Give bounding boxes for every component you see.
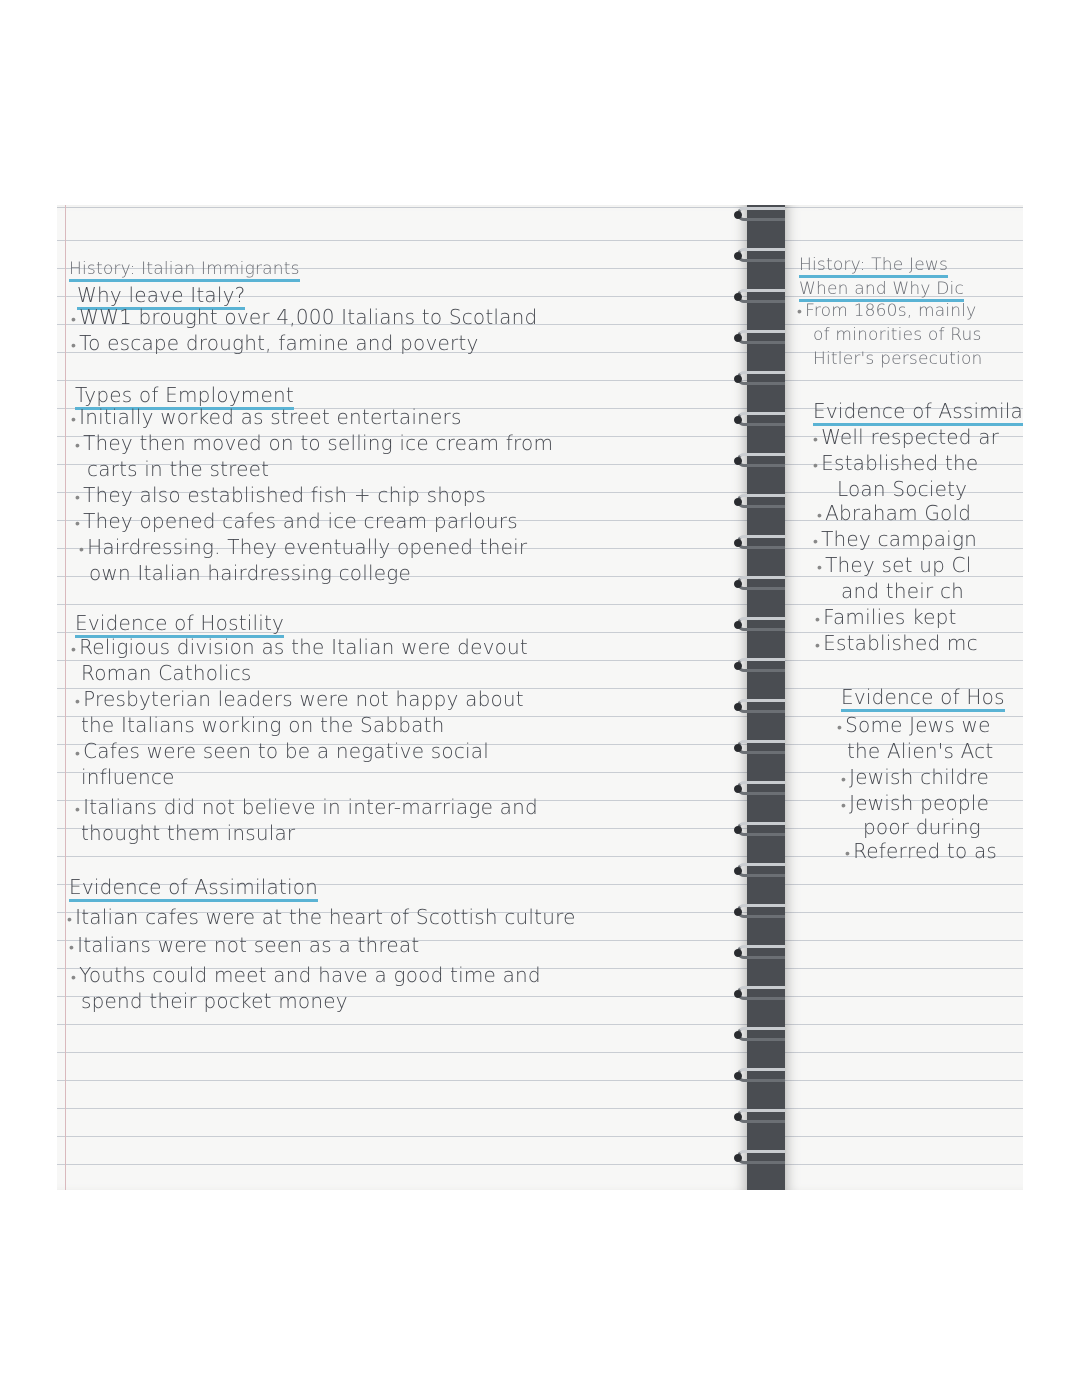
section-heading-employment: Types of Employment [75,381,294,409]
note-line: • Jewish childre [841,763,989,794]
note-line: • Jewish people [841,789,989,820]
left-page [57,205,747,1190]
note-line: • Abraham Gold [817,499,971,530]
section-heading-when: When and Why Dic [799,275,964,303]
section-heading-assimilation: Evidence of Assimila [813,397,1023,425]
note-line: • Families kept [815,603,957,634]
note-line: • Italian cafes were at the heart of Scottish culture [67,903,576,934]
note-line: and their ch [841,579,965,603]
page-title: History: The Jews [799,251,948,279]
note-line: spend their pocket money [81,989,348,1013]
margin-line [65,205,66,1190]
page-title: History: Italian Immigrants [69,255,300,283]
note-line: • Cafes were seen to be a negative social [75,737,489,768]
note-line: • They also established fish + chip shops [75,481,486,512]
section-heading-assimilation: Evidence of Assimilation [69,873,318,901]
note-line: the Alien's Act [847,739,994,763]
section-heading-hostility: Evidence of Hostility [75,609,284,637]
note-line: Loan Society [837,477,968,501]
note-line: • Well respected ar [813,423,999,454]
note-line: Hitler's persecution [813,349,983,369]
note-line: the Italians working on the Sabbath [81,713,445,737]
note-line: • Italians did not believe in inter-marriage and [75,793,538,824]
right-page [785,205,1023,1190]
note-line: • They campaign [813,525,977,556]
note-line: • Hairdressing. They eventually opened their [79,533,527,564]
note-line: • They opened cafes and ice cream parlours [75,507,518,538]
note-line: thought them insular [81,821,296,845]
note-line: • Established the [813,449,978,480]
note-line: • Referred to as [845,837,997,868]
note-line: own Italian hairdressing college [89,561,411,585]
notebook [57,205,1023,1190]
note-line: • Italians were not seen as a threat [69,931,419,962]
note-line: Roman Catholics [81,661,252,685]
note-line: • WW1 brought over 4,000 Italians to Scotland [71,303,537,334]
note-line: carts in the street [87,457,270,481]
note-line: influence [81,765,175,789]
note-line: • From 1860s, mainly [797,297,976,326]
note-line: • To escape drought, famine and poverty [71,329,479,360]
spiral-binding [747,205,785,1190]
note-line: • Some Jews we [837,711,991,742]
note-line: • Initially worked as street entertainers [71,403,462,434]
note-line: • Established mc [815,629,978,660]
note-line: • They then moved on to selling ice cream from [75,429,553,460]
note-line: • Presbyterian leaders were not happy about [75,685,524,716]
section-heading-why: Why leave Italy? [77,281,245,309]
note-line: of minorities of Rus [813,325,982,345]
note-line: • They set up Cl [817,551,971,582]
note-line: poor during [863,815,981,839]
section-heading-hostility: Evidence of Hos [841,683,1005,711]
note-line: • Youths could meet and have a good time and [71,961,541,992]
note-line: • Religious division as the Italian were devout [71,633,528,664]
